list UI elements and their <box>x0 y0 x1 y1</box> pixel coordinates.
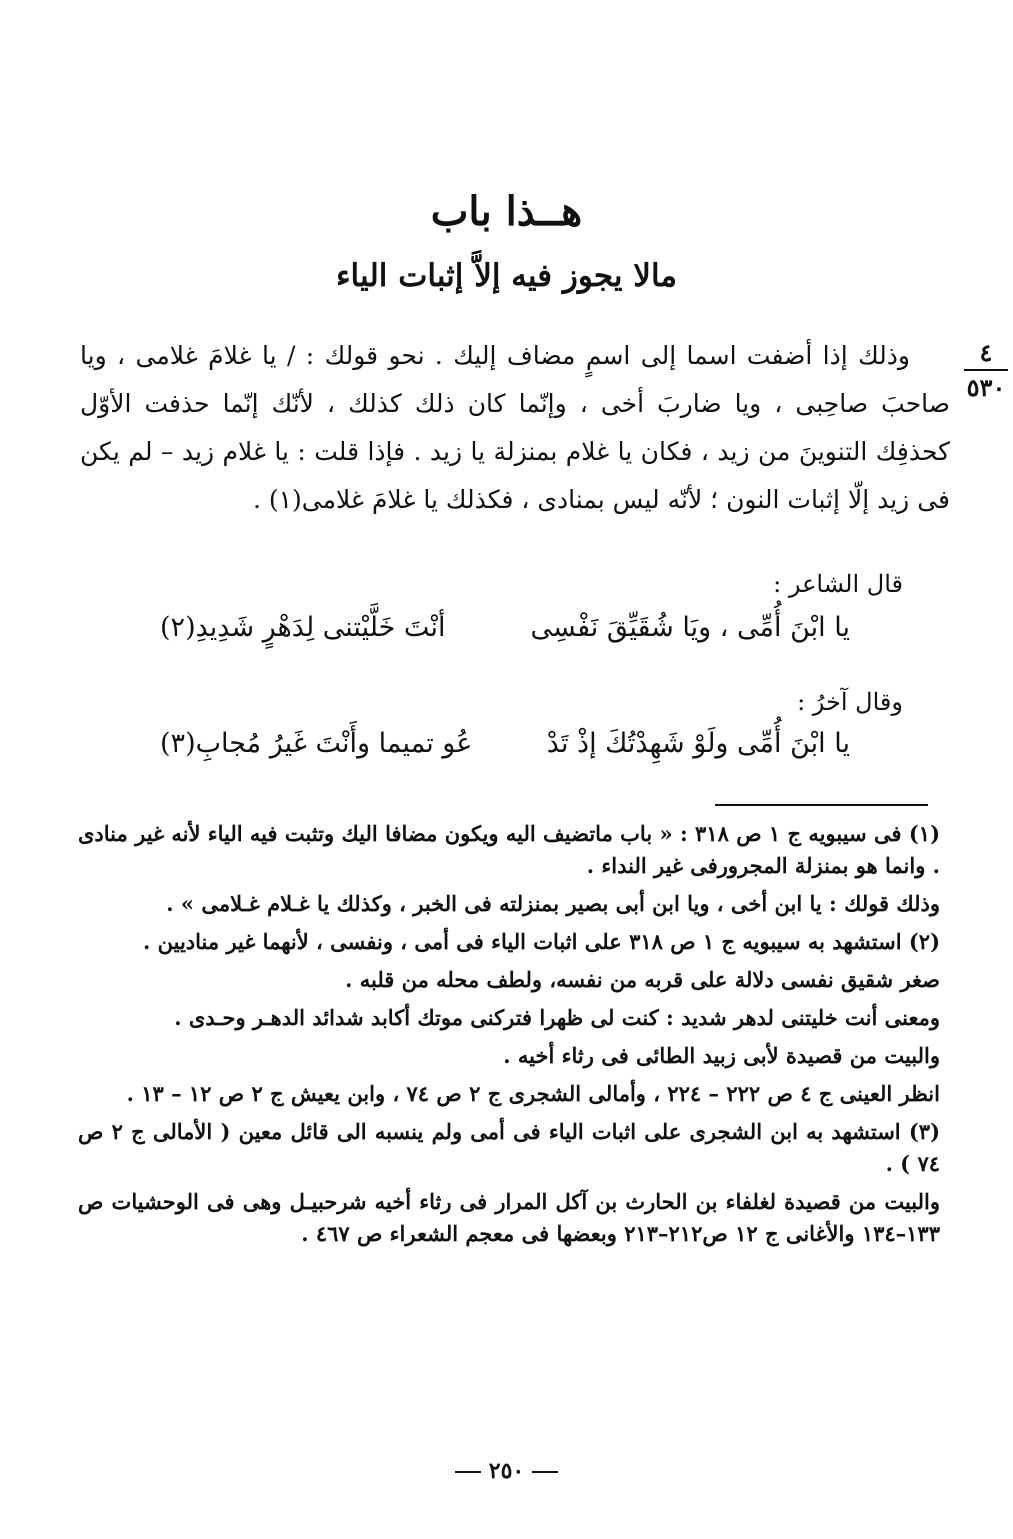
footnote-line: صغر شقيق نفسى دلالة على قربه من نفسه، ولطف محله من قلبه . <box>345 967 940 992</box>
page-number-footer <box>0 1458 1013 1484</box>
footnote-line: والبيت من قصيدة لغلفاء بن الحارث بن آكل المرار فى رثاء أخيه شرحبيـل وهى فى الوحشيات ص ١٣٣–١٣٤ والأغانى ج ١٢ ص٢١٢–٢١٣ وبعضها فى معجم الشعراء ص ٤٦٧ . <box>78 1189 940 1246</box>
footnotes <box>78 818 940 1256</box>
footnote-line: وذلك قولك : يا ابن أخى ، ويا ابن أبى بصير بمنزلته فى الخبر ، وكذلك يا غـلام غـلامى » . <box>166 891 940 916</box>
chapter-subtitle: مالا يجوز فيه إلاَّ إثبات الياء <box>335 258 678 294</box>
page-number-dash <box>455 1471 481 1473</box>
verse-first-hemistich: يا ابْنَ أُمِّى ، ويَا شُقَيِّقَ نَفْسِى <box>530 612 850 643</box>
verse-first-hemistich: يا ابْنَ أُمِّى ولَوْ شَهِدْتُكَ إذْ تَدْ <box>546 728 850 759</box>
margin-reference <box>964 338 1008 403</box>
verse-second-hemistich: أنْتَ خَلَّيْتنى لِدَهْرٍ شَدِيدِ(٢) <box>160 612 446 643</box>
page-number-dash <box>532 1471 558 1473</box>
margin-reference-volume: ٤ <box>964 338 1008 371</box>
footnote-separator <box>715 804 928 806</box>
footnote-line: (١) فى سيبويه ج ١ ص ٣١٨ : « باب ماتضيف اليه ويكون مضافا اليك وتثبت فيه الياء لأنه غير منادى . وانما هو بمنزلة المجرورفى غير النداء . <box>78 821 940 878</box>
poem-verse <box>160 612 850 643</box>
page-number: ٢٥٠ <box>488 1458 525 1484</box>
footnote-line: (٣) استشهد به ابن الشجرى على اثبات الياء فى أمى ولم ينسبه الى قائل معين ( الأمالى ج ٢ ص ٧٤ ) . <box>78 1119 940 1176</box>
chapter-title: هــذا باب <box>430 188 583 235</box>
footnote-line: (٢) استشهد به سيبويه ج ١ ص ٣١٨ على اثبات الياء فى أمى ، ونفسى ، لأنهما غير مناديين . <box>143 929 940 954</box>
poem-label: قال الشاعر : <box>773 570 903 598</box>
footnote-line: والبيت من قصيدة لأبى زبيد الطائى فى رثاء أخيه . <box>503 1043 940 1068</box>
verse-second-hemistich: عُو تميما وأَنْتَ غَيرُ مُجابِ(٣) <box>160 728 473 759</box>
margin-reference-page: ٥٣٠ <box>966 373 1006 402</box>
poem-label: وقال آخرُ : <box>797 688 903 716</box>
poem-verse <box>160 728 850 759</box>
footnote-line: انظر العينى ج ٤ ص ٢٢٢ – ٢٢٤ ، وأمالى الشجرى ج ٢ ص ٧٤ ، وابن يعيش ج ٢ ص ١٢ – ١٣ . <box>126 1081 940 1106</box>
body-text <box>80 332 950 524</box>
footnote-line: ومعنى أنت خليتنى لدهر شديد : كنت لى ظهرا فتركنى موتك أكابد شدائد الدهـر وحـدى . <box>174 1005 940 1030</box>
body-paragraph: وذلك إذا أضفت اسما إلى اسمٍ مضاف إليك . نحو قولك : / يا غلامَ غلامى ، ويا صاحبَ صاحِبى ، ويا ضاربَ أخى ، وإنّما كان ذلك كذلك ، لأنّك إنّما حذفت الأوّل كحذفِك التنوينَ من زيد ، فكان يا غلام بمنزلة يا زيد . فإذا قلت : يا غلام زيد – لم يكن فى زيد إلّا إثبات النون ؛ لأنّه ليس بمنادى ، فكذلك يا غلامَ غلامى(١) . <box>80 341 950 514</box>
